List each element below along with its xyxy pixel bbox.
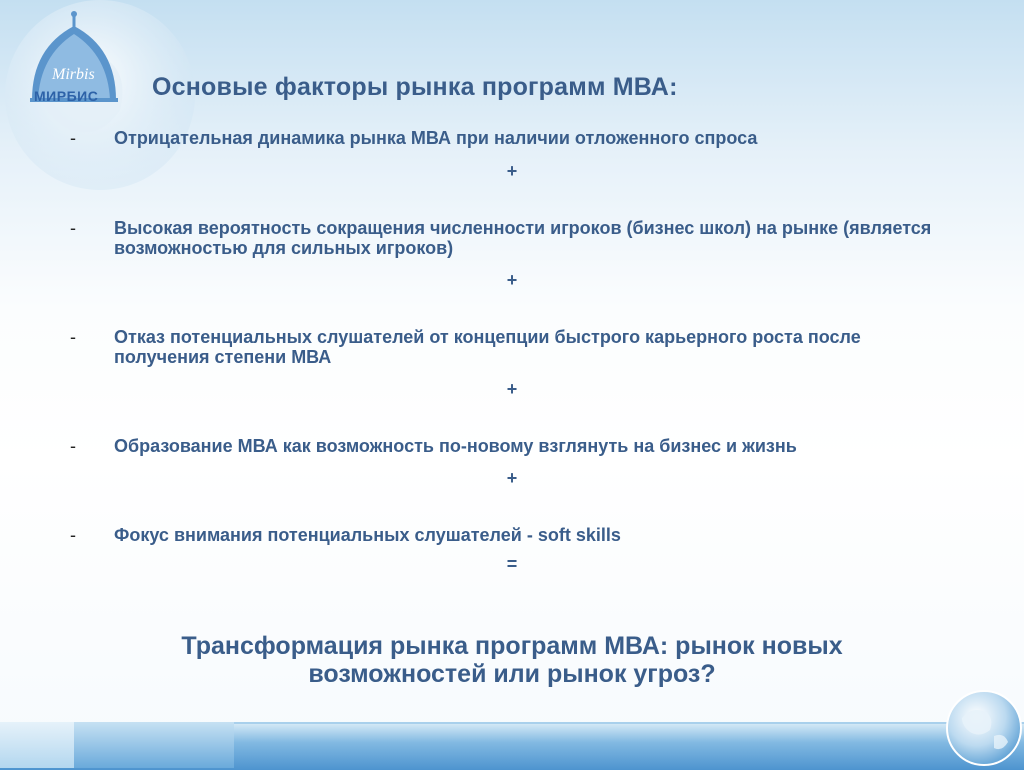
- logo-script-text: Mirbis: [52, 66, 95, 83]
- footer-segment: [74, 722, 234, 768]
- operator-plus: +: [506, 468, 518, 488]
- operator-plus: +: [506, 270, 518, 290]
- list-item: [70, 525, 970, 545]
- list-item: [70, 218, 970, 258]
- bullet-dash: -: [70, 327, 76, 347]
- bullet-dash: -: [70, 218, 76, 238]
- conclusion-text: Трансформация рынка программ МВА: рынок новых возможностей или рынок угроз?: [181, 632, 843, 688]
- list-item: [70, 436, 970, 456]
- list-item-text: Высокая вероятность сокращения численности игроков (бизнес школ) на рынке (является возможностью для сильных игроков): [114, 218, 932, 258]
- list-item-text: Отказ потенциальных слушателей от концепции быстрого карьерного роста после получения степени МВА: [114, 327, 861, 367]
- operator-plus: +: [506, 161, 518, 181]
- logo-text: МИРБИС: [34, 88, 99, 104]
- bullet-dash: -: [70, 436, 76, 456]
- list-item-text: Фокус внимания потенциальных слушателей - soft skills: [114, 525, 621, 545]
- list-item: [70, 128, 970, 148]
- factors-list: [70, 128, 970, 575]
- list-item: [70, 327, 970, 367]
- list-item-text: Образование МВА как возможность по-новому взглянуть на бизнес и жизнь: [114, 436, 797, 456]
- slide-title: Основые факторы рынка программ МВА:: [152, 73, 678, 101]
- operator-plus: +: [506, 379, 518, 399]
- globe-icon: [944, 688, 1024, 768]
- bullet-dash: -: [70, 128, 76, 148]
- list-item-text: Отрицательная динамика рынка МВА при наличии отложенного спроса: [114, 128, 758, 148]
- footer-segment: [0, 722, 74, 768]
- bullet-dash: -: [70, 525, 76, 545]
- operator-equals: =: [506, 554, 518, 574]
